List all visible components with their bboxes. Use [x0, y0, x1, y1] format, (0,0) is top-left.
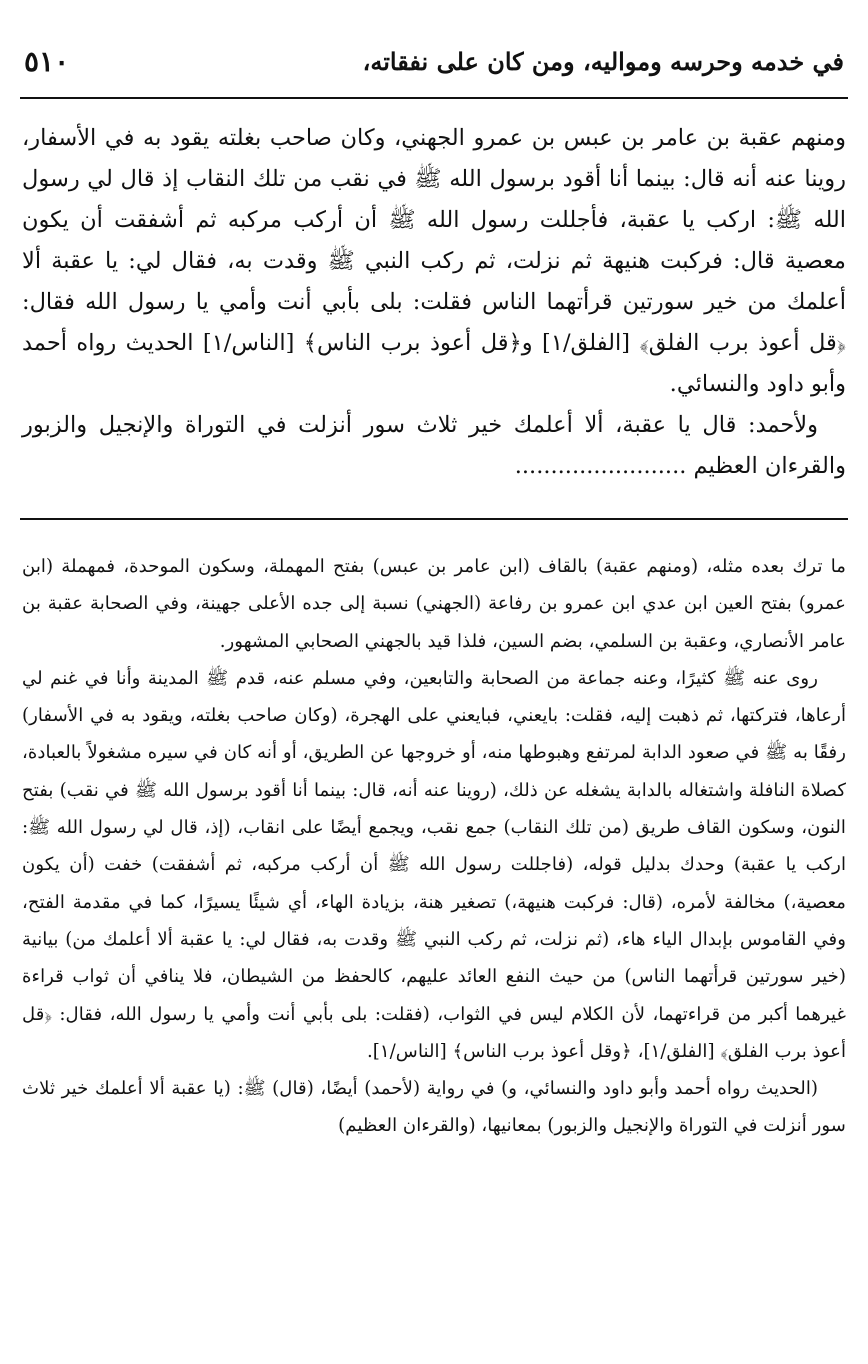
running-title: في خدمه وحرسه ومواليه، ومن كان على نفقاته،	[362, 46, 844, 76]
commentary-paragraph-2: روى عنه ﷺ كثيرًا، وعنه جماعة من الصحابة والتابعين، وفي مسلم عنه، قدم ﷺ المدينة وأنا في غنم لي أرعاها، فتركتها، ثم ذهبت إليه، فقلت: بايعني، فبايعني على الهجرة، (وكان صاحب بغلته، ويقود به في الأسفار) رفقًا به ﷺ في صعود الدابة لمرتفع وهبوطها منه، أو خروجها عن الطريق، أو أنه كان في سيره مشغولاً بالعبادة، كصلاة النافلة واشتغاله بالدابة يشغله عن ذلك، (روينا عنه أنه، قال: بينما أنا أقود برسول الله ﷺ في نقب) بفتح النون، وسكون القاف طريق (من تلك النقاب) جمع نقب، ويجمع أيضًا على انقاب، (إذ، قال لي رسول الله ﷺ: اركب يا عقبة) وحدك بدليل قوله، (فاجللت رسول الله ﷺ أن أركب مركبه، ثم أشفقت) خفت (أن يكون معصية،) مخالفة لأمره، (قال: فركبت هنيهة،) تصغير هنة، بزيادة الهاء، أي شيئًا يسيرًا، كما في مقدمة الفتح، وفي القاموس بإبدال الياء هاء، (ثم نزلت، ثم ركب النبي ﷺ وقدت به، فقال لي: يا عقبة ألا أعلمك من) بيانية (خير سورتين قرأتهما الناس) من حيث النفع العائد عليهم، كالحفظ من الشيطان، فلا ينافي أن ثواب قراءة غيرهما أكبر من قراءتهما، لأن الكلام ليس في الثواب، (فقلت: بلى بأبي أنت وأمي يا رسول الله، فقال: ﴿قل أعوذ برب الفلق﴾ [الفلق/١]، ﴿وقل أعوذ برب الناس﴾ [الناس/١].	[22, 667, 846, 1062]
commentary-paragraph-3: (الحديث رواه أحمد وأبو داود والنسائي، و) في رواية (لأحمد) أيضًا، (قال) ﷺ: (يا عقبة ألا أعلمك خير ثلاث سور أنزلت في التوراة والإنجيل والزبور) بمعانيها، (والقرءان العظيم)	[22, 1078, 846, 1137]
header-rule	[20, 97, 848, 99]
section-divider	[20, 518, 848, 520]
main-text	[22, 118, 846, 508]
main-paragraph-1: ومنهم عقبة بن عامر بن عبس بن عمرو الجهني، وكان صاحب بغلته يقود به في الأسفار، روينا عنه أنه قال: بينما أنا أقود برسول الله ﷺ في نقب من تلك النقاب إذ قال لي رسول الله ﷺ: اركب يا عقبة، فأجللت رسول الله ﷺ أن أركب مركبه ثم أشفقت أن يكون معصية قال: فركبت هنيهة ثم نزلت، ثم ركب النبي ﷺ وقدت به، فقال لي: يا عقبة ألا أعلمك من خير سورتين قرأتهما الناس فقلت: بلى بأبي أنت وأمي يا رسول الله فقال: ﴿قل أعوذ برب الفلق﴾ [الفلق/١] و﴿قل أعوذ برب الناس﴾ [الناس/١] الحديث رواه أحمد وأبو داود والنسائي.	[22, 125, 846, 397]
main-paragraph-2: ولأحمد: قال يا عقبة، ألا أعلمك خير ثلاث سور أنزلت في التوراة والإنجيل والزبور والقرءان العظيم ........................	[22, 412, 846, 479]
page-number: ٥١٠	[24, 44, 70, 78]
page-header	[24, 38, 844, 84]
commentary-text	[22, 548, 846, 1338]
commentary-paragraph-1: ما ترك بعده مثله، (ومنهم عقبة) بالقاف (ابن عامر بن عبس) بفتح المهملة، وسكون الموحدة، فمهملة (ابن عمرو) بفتح العين ابن عدي ابن عمرو بن رفاعة (الجهني) نسبة إلى جده الأعلى جهينة، وفي الصحابة عقبة بن عامر الأنصاري، وعقبة بن السلمي، بضم السين، فلذا قيد بالجهني الصحابي المشهور.	[22, 556, 846, 652]
